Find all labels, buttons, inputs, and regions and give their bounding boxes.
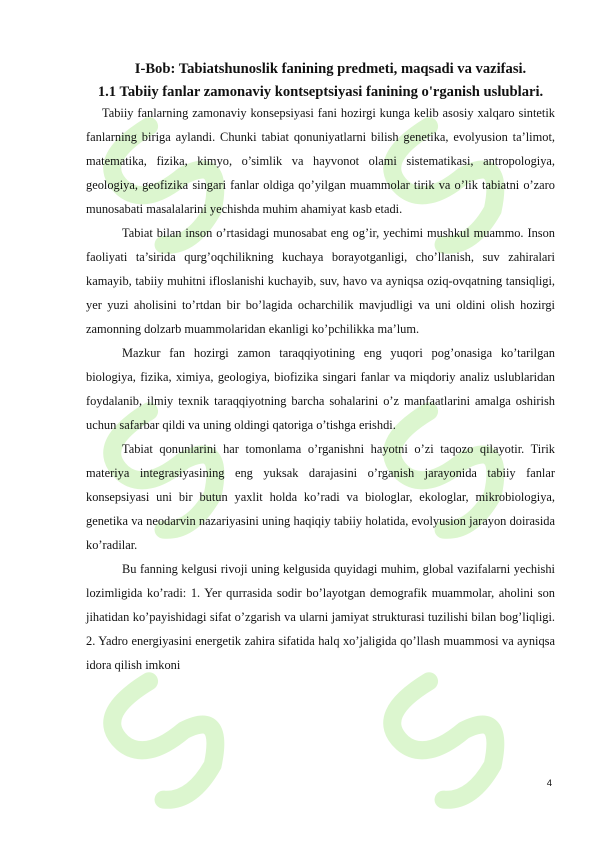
paragraph: Tabiat bilan inson o’rtasidagi munosabat eng og’ir, yechimi mushkul muammo. Inson faoliyati ta’sirida qurg’oqchilikning kuchaya borayotganligi, cho’llanish, suv zahiralari kamayib, tabiiy muhitni ifloslanishi kuchayib, suv, havo va ayniqsa oziq-ovqatning tansiqligi, yer yuzi aholisini to’rtdan bir bo’lagida ocharchilik mavjudligi va uni oldini olish hozirgi zamonning dolzarb muammolaridan ekanligi ko’pchilikka ma’lum. — [86, 226, 555, 336]
document-body — [86, 58, 555, 677]
paragraph: Mazkur fan hozirgi zamon taraqqiyotining eng yuqori pog’onasiga ko’tarilgan biologiya, fizika, ximiya, geologiya, biofizika singari fanlar va miqdoriy analiz uslublaridan foydalanib, ilmiy texnik taraqqiyotning barcha sohalarini o’z manfaatlarini amalga oshirish uchun safarbar qildi va uning oldingi qatoriga o’tishga erishdi. — [86, 346, 555, 432]
paragraph: Tabiat qonunlarini har tomonlama o’rganishni hayotni o’zi taqozo qilayotir. Tirik materiya integrasiyasining eng yuksak darajasini o’rganish jarayonida tabiiy fanlar konsepsiyasi uni bir butun yaxlit holda ko’radi va biologlar, ekologlar, mikrobiologiya, genetika va neodarvin nazariyasini uning haqiqiy tabiiy holatida, evolyusion jarayon doirasida ko’radilar. — [86, 442, 555, 552]
paragraph: Bu fanning kelgusi rivoji uning kelgusida quyidagi muhim, global vazifalarni yechishi lozimligida ko’radi: 1. Yer qurrasida sodir bo’layotgan demografik muammolar, aholini son jihatidan ko’payishidagi sifat o’zgarish va ularni jamiyat strukturasi tuzilishi bilan bog’liqligi. 2. Yadro energiyasini energetik zahira sifatida halq xo’jaligida qo’llash muammosi va ayniqsa idora qilish imkoni — [86, 562, 555, 672]
paragraph: Tabiiy fanlarning zamonaviy konsepsiyasi fani hozirgi kunga kelib asosiy xalqaro sintetik fanlarning biriga aylandi. Chunki tabiat qonuniyatlarni bilish genetika, evolyusion ta’limot, matematika, fizika, kimyo, o’simlik va hayvonot olami sistematikasi, antropologiya, geologiya, geofizika singari fanlar oldiga qo’yilgan muammolar tirik va o’lik tabiatni o’zaro munosabati masalalarini yechishda muhim ahamiyat kasb etadi. — [86, 106, 555, 216]
chapter-title: I-Bob: Tabiatshunoslik fanining predmeti, maqsadi va vazifasi. — [134, 61, 527, 77]
section-title: 1.1 Tabiiy fanlar zamonaviy kontseptsiyasi fanining o'rganish uslublari. — [97, 84, 544, 100]
page-number: 4 — [546, 778, 552, 789]
